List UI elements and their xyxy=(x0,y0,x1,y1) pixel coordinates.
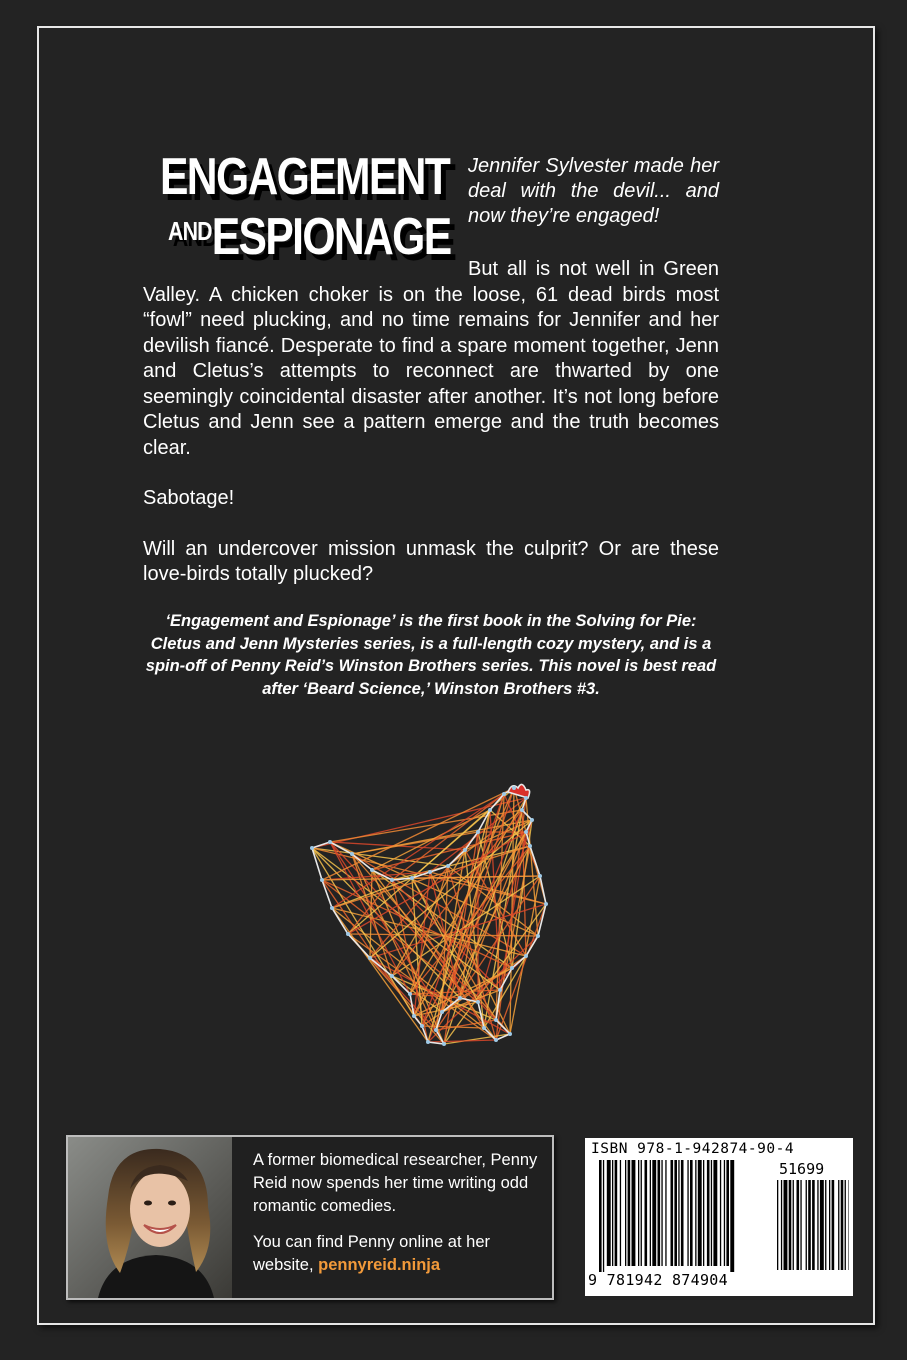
barcode-bar xyxy=(599,1160,602,1272)
chicken-pin xyxy=(520,808,524,812)
chicken-pin xyxy=(498,988,502,992)
blurb-paragraph-2: Sabotage! xyxy=(143,487,235,509)
barcode-bar xyxy=(820,1180,824,1270)
chicken-pin xyxy=(528,844,532,848)
chicken-pin xyxy=(494,1038,498,1042)
barcode-box xyxy=(585,1138,853,1296)
barcode-bar xyxy=(641,1160,642,1266)
chicken-pin xyxy=(530,818,534,822)
barcode-bar xyxy=(781,1180,782,1270)
chicken-pin xyxy=(368,956,372,960)
title-line-2 xyxy=(168,204,451,266)
barcode-bar xyxy=(838,1180,839,1270)
blurb-paragraph-3: Will an undercover mission unmask the culprit? Or are these love-birds totally plucked? xyxy=(143,537,719,585)
chicken-pin xyxy=(494,1018,498,1022)
barcode-bar xyxy=(806,1180,807,1270)
chicken-pin xyxy=(476,830,480,834)
chicken-pin xyxy=(440,1010,444,1014)
barcode-bar xyxy=(789,1180,792,1270)
barcode-bar xyxy=(615,1160,618,1266)
chicken-pin xyxy=(488,808,492,812)
blurb xyxy=(143,257,719,613)
chicken-pin xyxy=(524,830,528,834)
barcode-bar xyxy=(603,1160,604,1272)
barcode-bar xyxy=(620,1160,621,1266)
ean-digits: 9 781942 874904 xyxy=(588,1271,728,1289)
barcode-bar xyxy=(808,1180,811,1270)
title-espionage: ESPIONAGE xyxy=(211,208,451,266)
chicken-pin xyxy=(434,1028,438,1032)
barcode-bar xyxy=(812,1180,815,1270)
barcode-bar xyxy=(632,1160,636,1266)
chicken-pin xyxy=(524,954,528,958)
chicken-pin xyxy=(328,840,332,844)
barcode-bar xyxy=(695,1160,696,1266)
barcode-bar xyxy=(707,1160,710,1266)
barcode-bar xyxy=(793,1180,794,1270)
barcode-bar xyxy=(674,1160,677,1266)
barcode-bar xyxy=(665,1160,666,1266)
chicken-pin xyxy=(508,1032,512,1036)
chicken-pin xyxy=(320,878,324,882)
chicken-pin xyxy=(346,932,350,936)
chicken-pin xyxy=(524,796,528,800)
barcode-bar xyxy=(841,1180,844,1270)
chicken-string xyxy=(348,810,490,934)
tagline: Jennifer Sylvester made her deal with the devil... and now they’re engaged! xyxy=(468,155,719,227)
barcode-bar xyxy=(713,1160,717,1266)
chicken-pin xyxy=(482,1026,486,1030)
chicken-pin xyxy=(544,902,548,906)
barcode-bar xyxy=(625,1160,626,1266)
barcode-bar xyxy=(681,1160,684,1266)
barcode-bar xyxy=(825,1180,826,1270)
barcode-bar xyxy=(800,1180,801,1270)
barcode-bar xyxy=(658,1160,661,1266)
barcode-bar xyxy=(849,1180,850,1270)
title-and: AND xyxy=(168,216,212,246)
barcode-bar xyxy=(628,1160,631,1266)
chicken-pin xyxy=(370,868,374,872)
chicken-pin xyxy=(536,934,540,938)
chicken-pin xyxy=(420,1024,424,1028)
barcode-bar xyxy=(687,1160,688,1266)
author-photo xyxy=(68,1137,232,1298)
chicken-pin xyxy=(446,864,450,868)
price-code: 51699 xyxy=(779,1160,825,1178)
barcode-bar xyxy=(661,1160,662,1266)
chicken-pin xyxy=(330,906,334,910)
chicken-pin xyxy=(538,874,542,878)
barcode-bar xyxy=(650,1160,651,1266)
chicken-pin xyxy=(458,996,462,1000)
title-line-1: ENGAGEMENT xyxy=(160,148,450,206)
chicken-pin xyxy=(410,876,414,880)
barcode-icon xyxy=(599,1160,849,1272)
chicken-pin xyxy=(502,792,506,796)
barcode-bar xyxy=(678,1160,679,1266)
chicken-pin xyxy=(476,1000,480,1004)
barcode-bar xyxy=(832,1180,835,1270)
chicken-pin xyxy=(510,966,514,970)
author-website-link[interactable]: pennyreid.ninja xyxy=(318,1256,441,1274)
author-bio-text: A former biomedical researcher, Penny Reid now spends her time writing odd romantic comedies. xyxy=(253,1151,538,1215)
barcode-bar xyxy=(638,1160,639,1266)
barcode-bar xyxy=(612,1160,613,1266)
chicken-pin xyxy=(442,1042,446,1046)
barcode-bar xyxy=(784,1180,788,1270)
chicken-pin xyxy=(412,1014,416,1018)
barcode-bar xyxy=(730,1160,734,1272)
barcode-bar xyxy=(703,1160,704,1266)
barcode-bar xyxy=(777,1180,778,1270)
barcode-bar xyxy=(690,1160,693,1266)
barcode-bar xyxy=(845,1180,846,1270)
barcode-bar xyxy=(720,1160,721,1266)
barcode-bar xyxy=(829,1180,830,1270)
blurb-paragraph-1: But all is not well in Green Valley. A chicken choker is on the loose, 61 dead birds most “fowl” need plucking, and no time remains for Jennifer and her devilish fiancé. Desperate to find a spare moment together, Jenn and Cletus’s attempts to reconnect are thwarted by one seemingly coincidental disaster after another. It’s not long before Cletus and Jenn see a pattern emerge and the truth becomes clear. xyxy=(143,258,719,459)
barcode-bar xyxy=(726,1160,729,1266)
author-box xyxy=(66,1135,554,1300)
barcode-bar xyxy=(797,1180,800,1270)
barcode-bar xyxy=(645,1160,648,1266)
string-art-chicken-icon xyxy=(300,780,560,1060)
chicken-pin xyxy=(512,786,516,790)
barcode-bar xyxy=(724,1160,725,1266)
barcode-bar xyxy=(652,1160,656,1266)
barcode-bar xyxy=(698,1160,702,1266)
chicken-pin xyxy=(350,852,354,856)
author-bio xyxy=(253,1149,543,1290)
chicken-pin xyxy=(310,846,314,850)
barcode-bar xyxy=(607,1160,611,1266)
chicken-pin xyxy=(428,870,432,874)
chicken-pin xyxy=(463,848,467,852)
chicken-pin xyxy=(408,992,412,996)
chicken-string xyxy=(370,832,478,958)
series-note: ‘Engagement and Espionage’ is the first book in the Solving for Pie: Cletus and Jenn Mysteries series, is a full-length cozy mystery, and is a spin-off of Penny Reid’s Winston Brothers series. This novel is best read after ‘Beard Science,’ Winston Brothers #3. xyxy=(145,612,717,698)
isbn-label: ISBN 978-1-942874-90-4 xyxy=(591,1141,795,1157)
chicken-pin xyxy=(426,1040,430,1044)
chicken-pin xyxy=(390,878,394,882)
author-website-prefix: You can find Penny online at her website, xyxy=(253,1233,490,1274)
author-website-line xyxy=(253,1231,543,1277)
barcode-bar xyxy=(817,1180,818,1270)
chicken-pin xyxy=(390,974,394,978)
book-title xyxy=(160,150,460,264)
barcode-bar xyxy=(671,1160,674,1266)
barcode-bar xyxy=(711,1160,712,1266)
